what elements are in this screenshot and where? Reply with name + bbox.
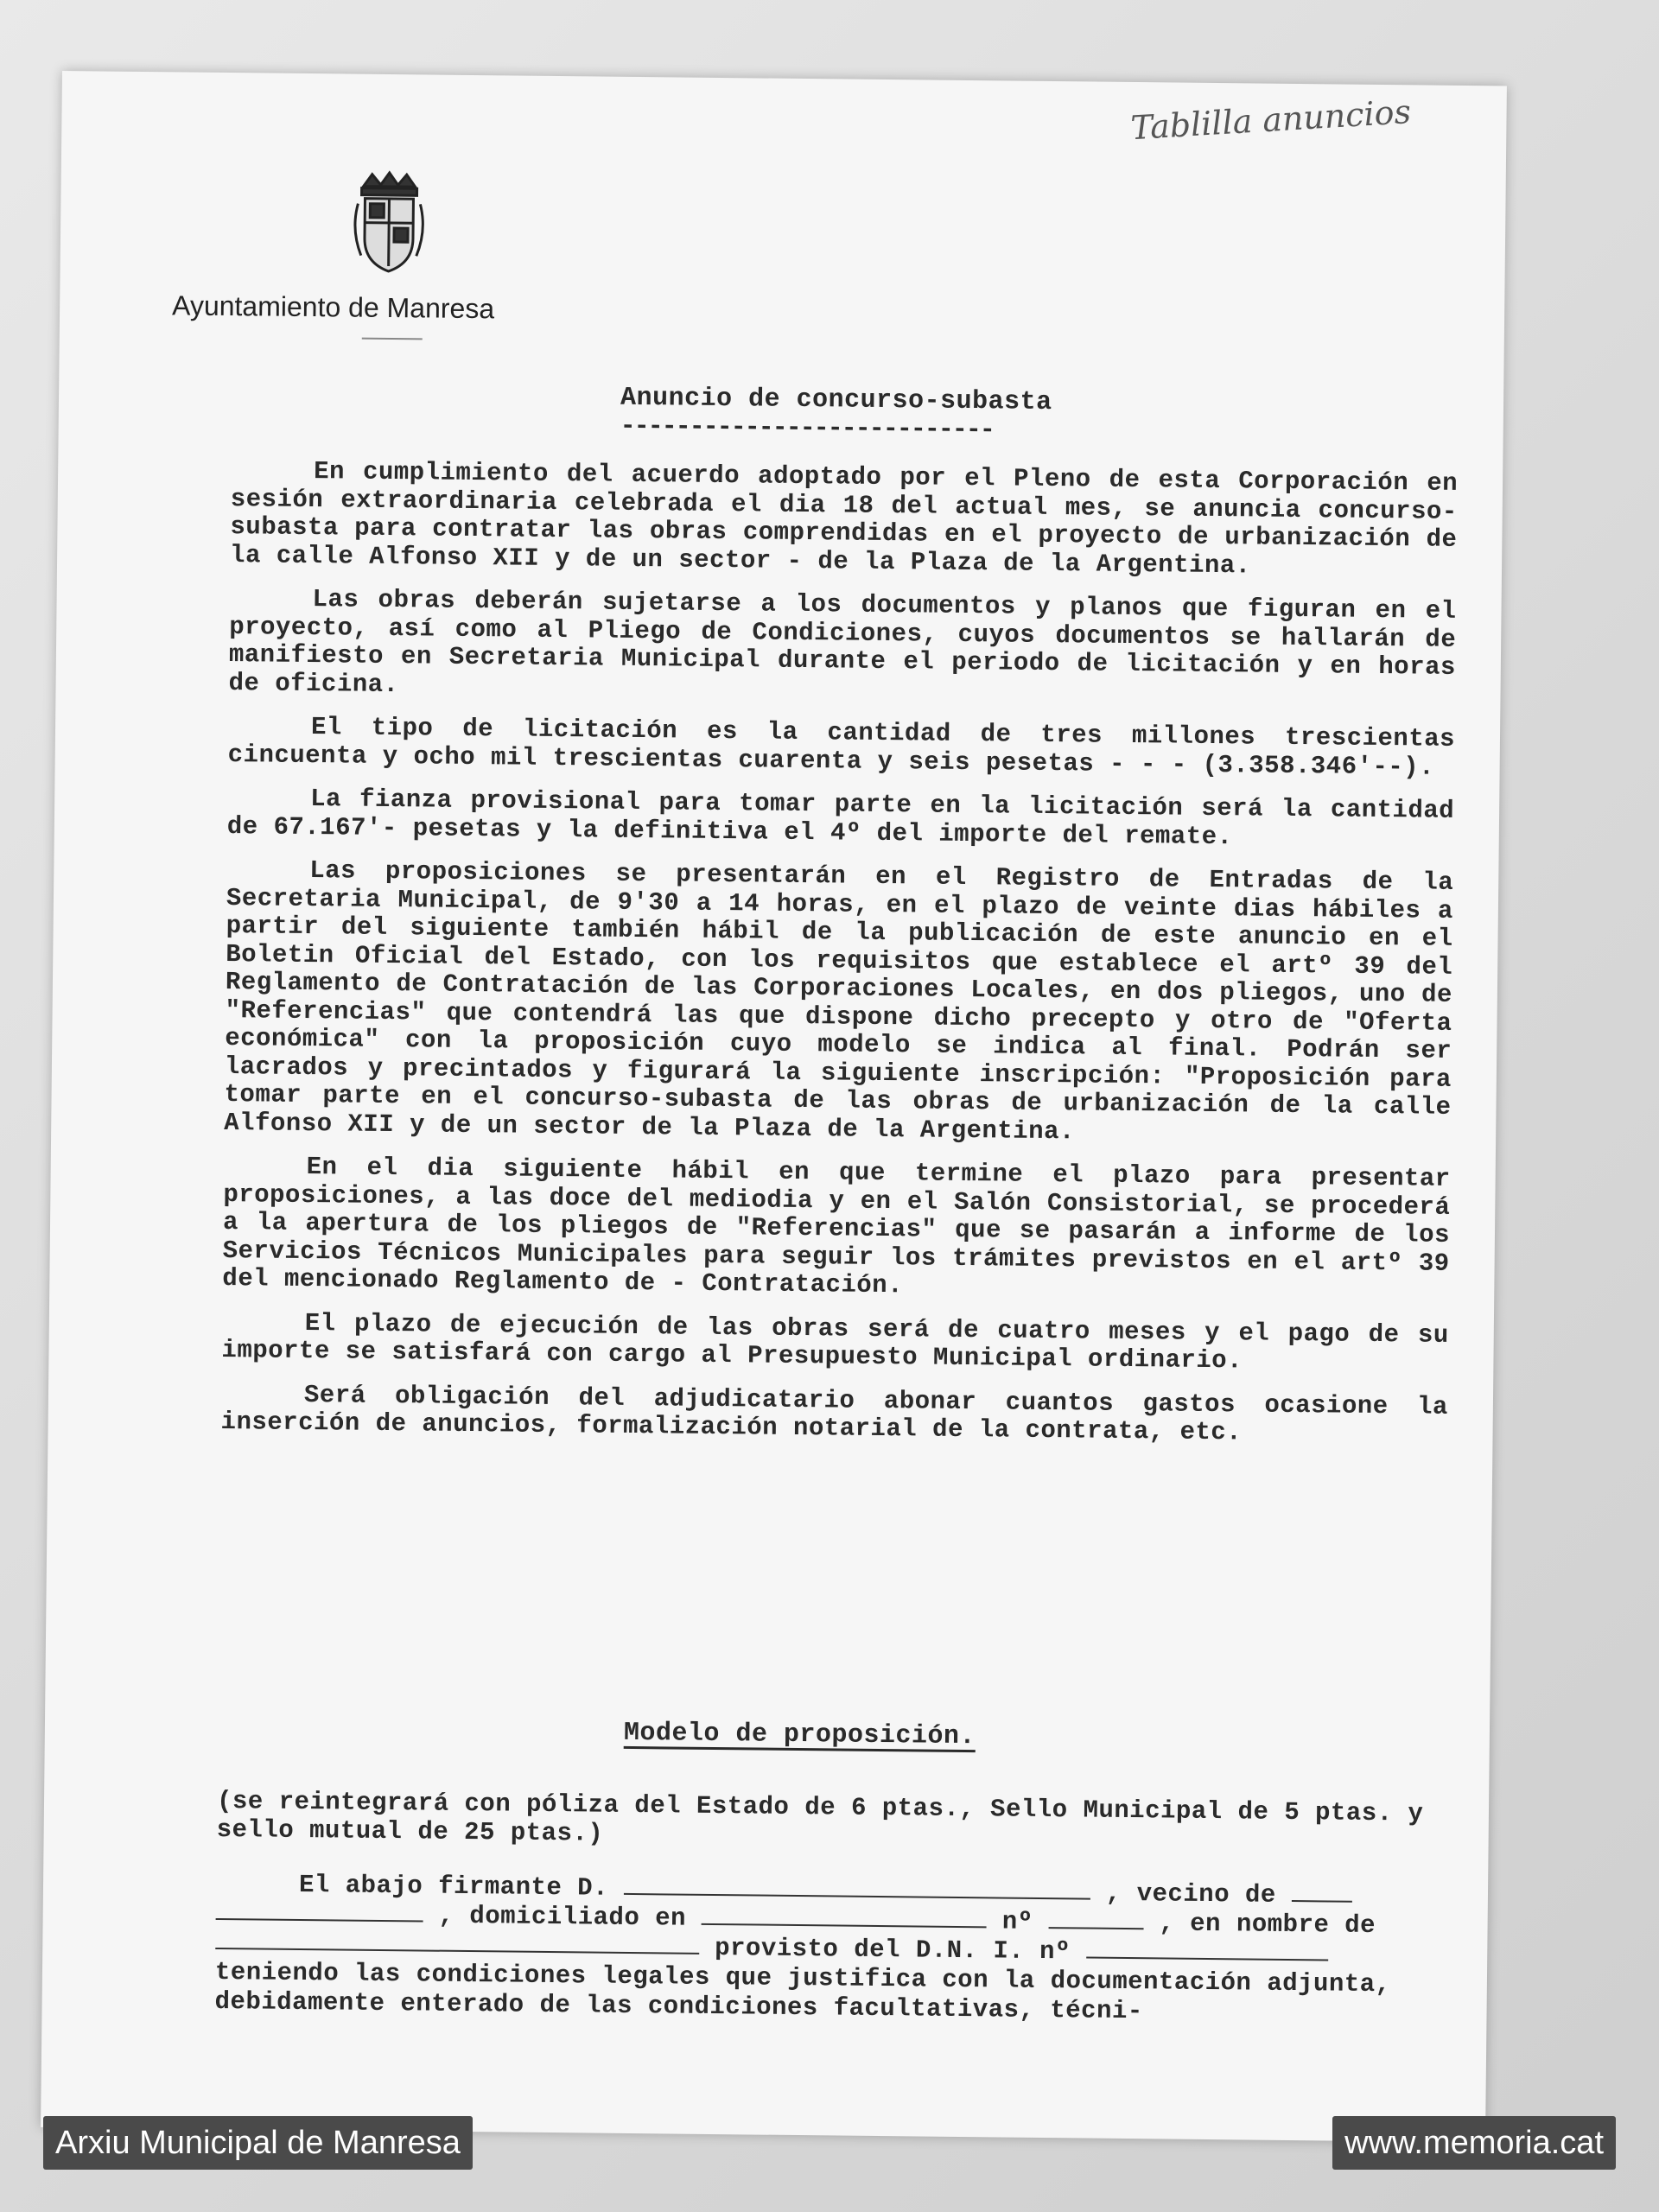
form-label: provisto del D.N. I. nº (715, 1934, 1071, 1967)
paragraph: En cumplimiento del acuerdo adoptado por el Pleno de esta Corporación en sesión extraordinaria celebrada el dia 18 del actual mes, se anuncia concurso-subasta para contratar las obras comprendidas en el proyecto de urbanización de la calle Alfonso XII y de un sector - de la Plaza de la Argentina. (229, 457, 1459, 580)
form-line: teniendo las condiciones legales que justifica con la documentación adjunta, debidamente enterado de las condiciones facultativas, técni- (214, 1957, 1391, 2026)
vecino-field[interactable] (1292, 1881, 1352, 1903)
name-field[interactable] (624, 1874, 1090, 1900)
address-field[interactable] (702, 1904, 987, 1928)
paragraph: La fianza provisional para tomar parte en la licitación será la cantidad de 67.167'- pesetas y la definitiva el 4º del importe del remate. (226, 785, 1455, 851)
paragraph: El tipo de licitación es la cantidad de tres millones trescientas cincuenta y ocho mil trescientas cuarenta y seis pesetas - - - (3.358.346'--). (227, 713, 1456, 782)
form-label: , vecino de (1105, 1878, 1276, 1910)
document-title: Anuncio de concurso-subasta (620, 383, 1052, 418)
proposal-form (214, 1870, 1443, 2030)
form-label: , en nombre de (1159, 1909, 1376, 1941)
model-note: (se reintegrará con póliza del Estado de 6 ptas., Sello Municipal de 5 ptas. y sello mutual de 25 ptas.) (216, 1786, 1424, 1848)
coat-of-arms-icon (346, 168, 433, 277)
paragraph: Las proposiciones se presentarán en el Registro de Entradas de la Secretaria Municipal, de 9'30 a 14 horas, en el plazo de veinte dias hábiles a partir del siguiente también hábil de la publicación de este anuncio en el Boletin Oficial del Estado, con los requisitos que establece el artº 39 del Reglamento de Contratación de las Corporaciones Locales, en dos pliegos, uno de "Referencias" que contendrá las que dispone dicho precepto y otro de "Oferta económica" con la proposición cuyo modelo se indica al final. Podrán ser lacrados y precintados y figurará la siguiente inscripción: "Proposición para tomar parte en el concurso-subasta de las obras de urbanización de la calle Alfonso XII y de un sector de la Plaza de la Argentina. (224, 856, 1454, 1146)
form-label: El abajo firmante D. (298, 1870, 609, 1903)
representative-field[interactable] (215, 1929, 699, 1955)
form-label: nº (1001, 1907, 1033, 1936)
paragraph: Las obras deberán sujetarse a los documentos y planos que figuran en el proyecto, así como al Pliego de Condiciones, cuyos documentos se hallarán de manifiesto en Secretaria Municipal durante el periodo de licitación y en horas de oficina. (228, 585, 1457, 699)
paragraph: Será obligación del adjudicatario abonar cuantos gastos ocasione la inserción de anuncios, formalización notarial de la contrata, etc. (220, 1380, 1449, 1447)
divider (362, 338, 423, 340)
vecino-field-cont[interactable] (216, 1899, 423, 1923)
website-link[interactable]: www.memoria.cat (1332, 2116, 1616, 2170)
paragraph: En el dia siguiente hábil en que termine el plazo para presentar proposiciones, a las doce del mediodia y en el Salón Consistorial, se procederá a la apertura de los pliegos de "Referencias" que se pasarán a informe de los Servicios Técnicos Municipales para seguir los trámites previstos en el artº 39 del mencionado Reglamento de - Contratación. (222, 1153, 1451, 1300)
title-underline: --------------------------- (620, 411, 994, 446)
announcement-body (220, 457, 1458, 1465)
number-field[interactable] (1048, 1908, 1143, 1929)
archive-credit-badge: Arxiu Municipal de Manresa (43, 2116, 473, 2170)
model-title: Modelo de proposición. (623, 1718, 976, 1752)
form-label: , domiciliado en (438, 1901, 687, 1933)
paragraph: El plazo de ejecución de las obras será de cuatro meses y el pago de su importe se satisfará con cargo al Presupuesto Municipal ordinario. (221, 1308, 1449, 1376)
document-page (41, 71, 1507, 2142)
dni-field[interactable] (1086, 1938, 1328, 1961)
organization-name: Ayuntamiento de Manresa (171, 289, 495, 325)
handwritten-note: Tablilla anuncios (1129, 92, 1413, 148)
